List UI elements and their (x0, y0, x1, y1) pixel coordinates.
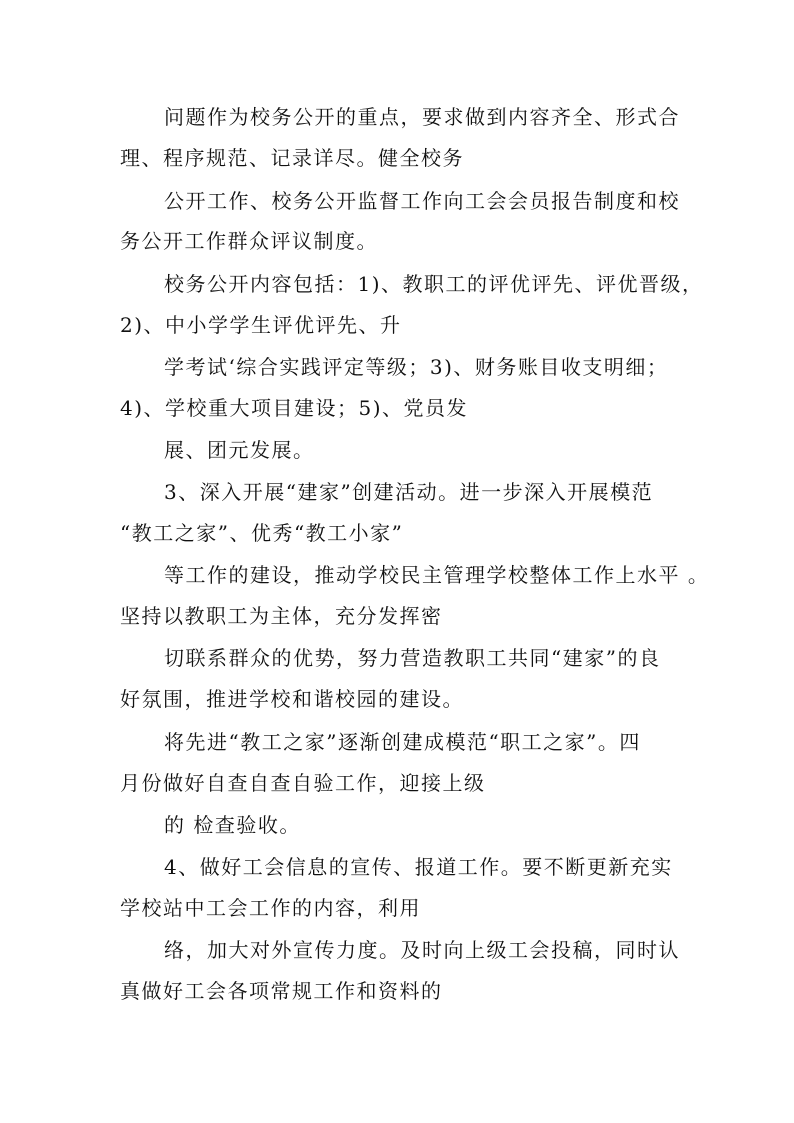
text-line: 真做好工会各项常规工作和资料的 (120, 979, 443, 1003)
text-line: 3、深入开展“建家”创建活动。进一步深入开展模范 (164, 480, 654, 504)
text-line: 将先进“教工之家”逐渐创建成模范“职工之家”。四 (164, 730, 641, 754)
text-line: 学考试‘综合实践评定等级；3)、财务账目收支明细； (164, 355, 669, 379)
text-line: 务公开工作群众评议制度。 (120, 229, 378, 253)
text-line: 切联系群众的优势，努力营造教职工共同“建家”的良 (164, 646, 661, 670)
text-line: “教工之家”、优秀“教工小家” (120, 521, 404, 545)
text-line: 2)、中小学学生评优评先、升 (120, 313, 402, 337)
text-line: 理、程序规范、记录详尽。健全校务 (120, 146, 464, 170)
text-line: 好氛围，推进学校和谐校园的建设。 (120, 687, 464, 711)
text-line: 络，加大对外宣传力度。及时向上级工会投稿，同时认 (164, 938, 680, 962)
text-line: 4)、学校重大项目建设；5)、党员发 (120, 396, 469, 420)
text-line: 等工作的建设，推动学校民主管理学校整体工作上水平 。 (164, 563, 710, 587)
text-line: 展、团元发展。 (164, 438, 315, 462)
text-line: 月份做好自查自查自验工作，迎接上级 (120, 771, 486, 795)
text-line: 公开工作、校务公开监督工作向工会会员报告制度和校 (164, 189, 680, 213)
text-line: 的 检查验收。 (164, 813, 301, 837)
text-line: 校务公开内容包括：1)、教职工的评优评先、评优晋级， (164, 272, 704, 296)
text-line: 4、做好工会信息的宣传、报道工作。要不断更新充实 (164, 855, 673, 879)
text-line: 坚持以教职工为主体，充分发挥密 (120, 604, 443, 628)
text-line: 学校站中工会工作的内容，利用 (120, 896, 421, 920)
text-line: 问题作为校务公开的重点，要求做到内容齐全、形式合 (164, 105, 680, 129)
